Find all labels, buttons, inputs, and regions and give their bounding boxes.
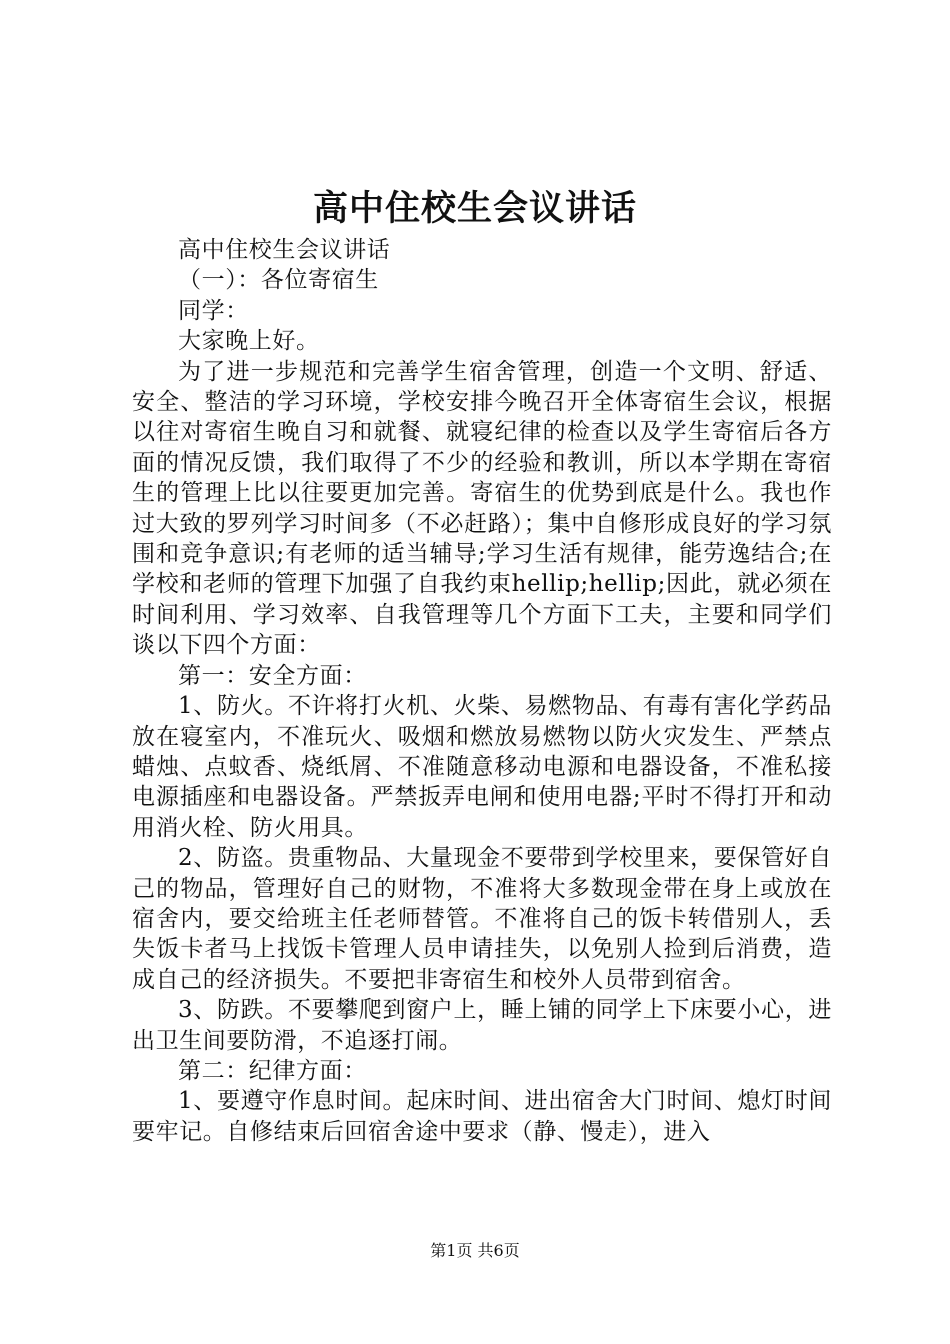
paragraph-fire-prevention: 1、防火。不许将打火机、火柴、易燃物品、有毒有害化学药品放在寝室内，不准玩火、吸烟和燃放易燃物以防火灾发生、严禁点蜡烛、点蚊香、烧纸屑、不准随意移动电源和电器设备，不准私接电源插座和电器设备。严禁扳弄电闸和使用电器;平时不得打开和动用消火栓、防火用具。 [132, 693, 832, 841]
paragraph-introduction: 为了进一步规范和完善学生宿舍管理，创造一个文明、舒适、安全、整洁的学习环境，学校安排今晚召开全体寄宿生会议，根据以往对寄宿生晚自习和就餐、就寝纪律的检查以及学生寄宿后各方面的情况反馈，我们取得了不少的经验和教训，所以本学期在寄宿生的管理上比以往要更加完善。寄宿生的优势到底是什么。我也作过大致的罗列学习时间多（不必赶路）；集中自修形成良好的学习氛围和竞争意识;有老师的适当辅导;学习生活有规律，能劳逸结合;在学校和老师的管理下加强了自我约束hellip;hellip;因此，就必须在时间利用、学习效率、自我管理等几个方面下工夫，主要和同学们谈以下四个方面： [132, 358, 832, 659]
paragraph-theft-prevention: 2、防盗。贵重物品、大量现金不要带到学校里来，要保管好自己的物品，管理好自己的财物，不准将大多数现金带在身上或放在宿舍内，要交给班主任老师替管。不准将自己的饭卡转借别人，丢失饭卡者马上找饭卡管理人员申请挂失，以免别人捡到后消费，造成自己的经济损失。不要把非寄宿生和校外人员带到宿舍。 [132, 845, 832, 993]
page-footer: 第1页 共6页 [430, 1241, 520, 1260]
paragraph-greeting: 大家晚上好。 [178, 328, 320, 355]
paragraph-schedule: 1、要遵守作息时间。起床时间、进出宿舍大门时间、熄灯时间要牢记。自修结束后回宿舍途中要求（静、慢走），进入 [132, 1088, 832, 1145]
section-heading-discipline: 第二：纪律方面： [178, 1057, 367, 1084]
document-title: 高中住校生会议讲话 [312, 188, 637, 229]
paragraph-salutation-part1: （一）：各位寄宿生 [178, 267, 379, 294]
section-heading-safety: 第一：安全方面： [178, 662, 367, 689]
paragraph-salutation-part2: 同学： [178, 297, 249, 324]
paragraph-fall-prevention: 3、防跌。不要攀爬到窗户上，睡上铺的同学上下床要小心，进出卫生间要防滑，不追逐打闹。 [132, 997, 832, 1054]
paragraph-subtitle: 高中住校生会议讲话 [178, 237, 391, 263]
document-body [132, 235, 832, 1147]
